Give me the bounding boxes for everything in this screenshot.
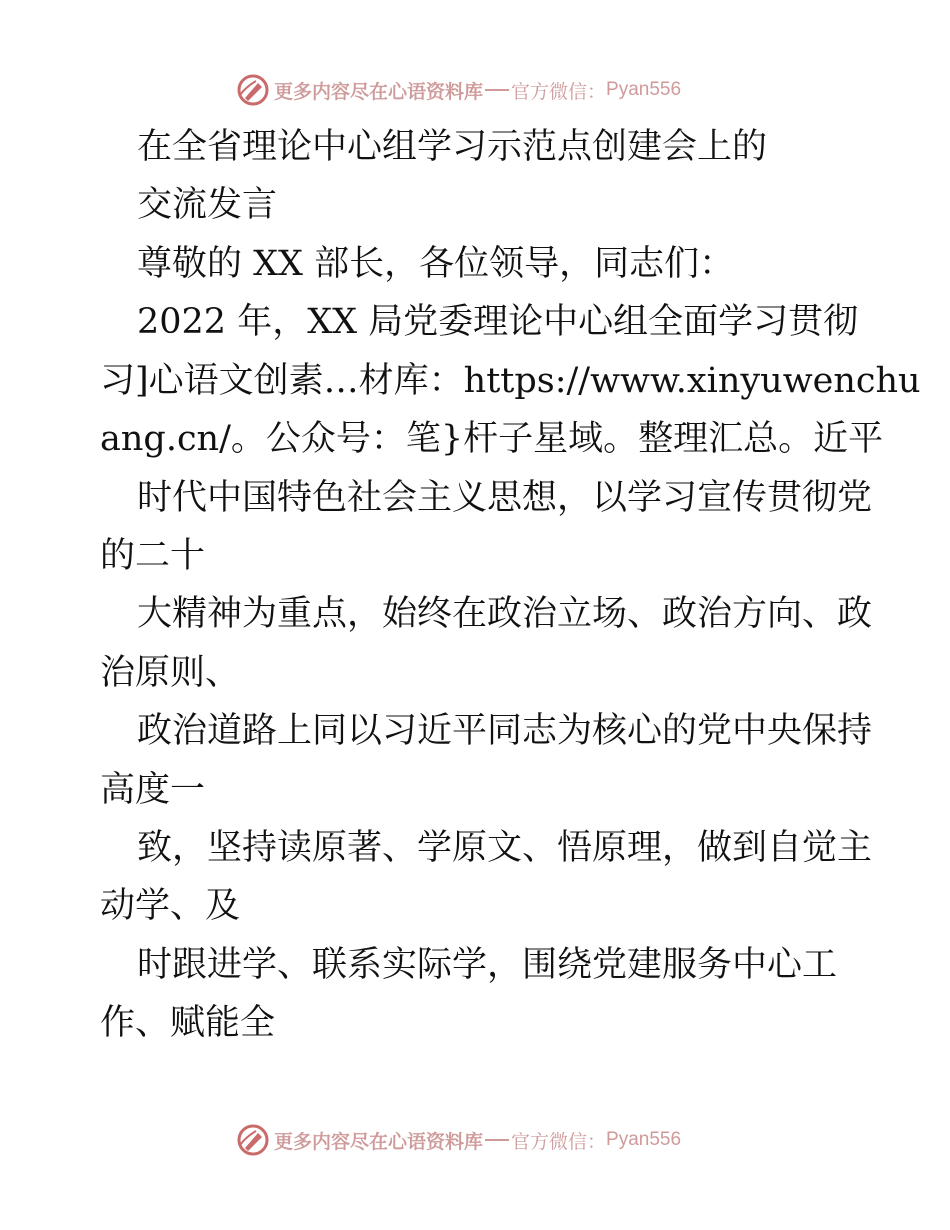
body-line: 2022 年，XX 局党委理论中心组全面学习贯彻 bbox=[137, 302, 859, 342]
body-line: 大精神为重点，始终在政治立场、政治方向、政 bbox=[137, 594, 873, 634]
title-line-2: 交流发言 bbox=[137, 185, 278, 225]
header-banner bbox=[236, 70, 681, 110]
header-site-name: 更多内容尽在心语资料库 bbox=[274, 80, 484, 103]
body-line: 时代中国特色社会主义思想，以学习宣传贯彻党 bbox=[137, 478, 873, 518]
pen-nib-logo-icon bbox=[236, 73, 270, 107]
body-line: 作、赋能全 bbox=[100, 1003, 276, 1043]
title-line-1: 在全省理论中心组学习示范点创建会上的 bbox=[137, 127, 768, 167]
body-line: 动学、及 bbox=[100, 886, 241, 926]
pen-nib-logo-icon bbox=[236, 1123, 270, 1157]
header-wechat-label: 官方微信： bbox=[511, 80, 607, 103]
body-line: 高度一 bbox=[100, 770, 206, 810]
body-line: 政治道路上同以习近平同志为核心的党中央保持 bbox=[137, 711, 873, 751]
footer-wechat-label: 官方微信： bbox=[511, 1130, 607, 1153]
body-line: 治原则、 bbox=[100, 653, 241, 693]
body-line: 致，坚持读原著、学原文、悟原理，做到自觉主 bbox=[137, 828, 873, 868]
footer-dash bbox=[485, 1139, 509, 1141]
body-line: 习]心语文创素…材库：https://www.xinyuwenchu bbox=[100, 361, 921, 401]
footer-wechat-id: Pyan556 bbox=[606, 1129, 682, 1150]
footer-site-name: 更多内容尽在心语资料库 bbox=[274, 1130, 484, 1153]
header-wechat-id: Pyan556 bbox=[606, 79, 682, 100]
salutation: 尊敬的 XX 部长，各位领导，同志们： bbox=[137, 244, 735, 284]
body-line: ang.cn/。公众号：笔}杆子星域。整理汇总。近平 bbox=[100, 419, 884, 459]
footer-banner bbox=[236, 1120, 681, 1160]
body-line: 时跟进学、联系实际学，围绕党建服务中心工 bbox=[137, 945, 838, 985]
body-line: 的二十 bbox=[100, 536, 206, 576]
header-dash bbox=[485, 89, 509, 91]
